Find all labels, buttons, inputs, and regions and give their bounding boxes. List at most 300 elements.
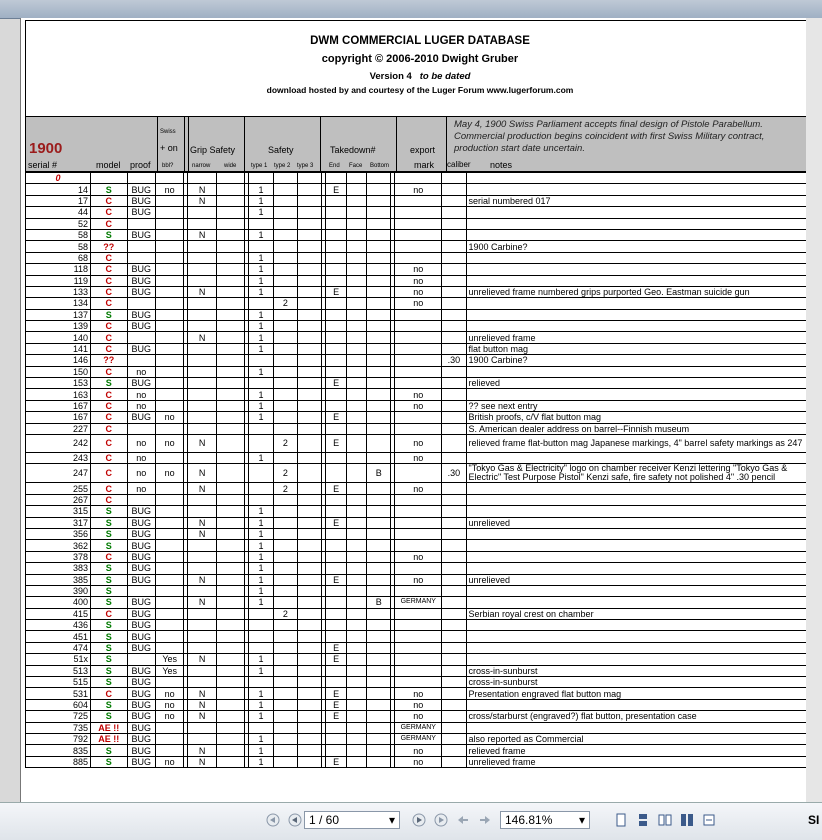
swiss-cell [155, 551, 183, 562]
bottom-cell [367, 620, 391, 631]
serial-cell: 604 [26, 699, 91, 710]
narrow-cell: N [188, 332, 216, 343]
export-cell [395, 207, 442, 218]
note-cell [466, 264, 815, 275]
end-cell [326, 389, 346, 400]
t2-cell [273, 722, 297, 733]
t1-cell [249, 631, 273, 642]
model-cell: S [90, 642, 127, 653]
export-cell: no [395, 699, 442, 710]
proof-cell: BUG [127, 608, 155, 619]
t2-cell [273, 631, 297, 642]
serial-cell: 378 [26, 551, 91, 562]
swiss-cell: no [155, 688, 183, 699]
face-cell [346, 699, 366, 710]
serial-cell: 14 [26, 184, 91, 195]
bottom-cell [367, 286, 391, 297]
t3-cell [298, 654, 322, 665]
t3-cell [298, 389, 322, 400]
t2-cell [273, 412, 297, 423]
next-page-icon[interactable] [412, 813, 426, 827]
wide-cell [216, 229, 244, 240]
wide-cell [216, 207, 244, 218]
proof-cell: BUG [127, 551, 155, 562]
swiss-cell [155, 173, 183, 184]
cal-cell [442, 528, 466, 539]
narrow-cell [188, 298, 216, 309]
wide-cell [216, 585, 244, 596]
wide-cell [216, 252, 244, 263]
export-cell: no [395, 264, 442, 275]
bottom-cell [367, 677, 391, 688]
bottom-cell [367, 252, 391, 263]
face-cell [346, 756, 366, 767]
serial-cell: 247 [26, 464, 91, 483]
t2-cell [273, 355, 297, 366]
end-cell [326, 563, 346, 574]
serial-cell: 58 [26, 241, 91, 252]
t1-cell: 1 [249, 321, 273, 332]
serial-cell: 167 [26, 400, 91, 411]
serial-cell: 385 [26, 574, 91, 585]
export-cell [395, 173, 442, 184]
end-cell [326, 321, 346, 332]
wide-cell [216, 733, 244, 744]
proof-cell: no [127, 434, 155, 452]
proof-cell: BUG [127, 195, 155, 206]
t3-cell [298, 195, 322, 206]
face-cell [346, 400, 366, 411]
proof-cell: BUG [127, 378, 155, 389]
model-cell: C [90, 275, 127, 286]
note-cell: also reported as Commercial [466, 733, 815, 744]
bottom-cell [367, 608, 391, 619]
note-cell [466, 620, 815, 631]
t1-cell: 1 [249, 286, 273, 297]
wide-cell [216, 286, 244, 297]
end-cell [326, 608, 346, 619]
continuous-view-icon[interactable] [636, 813, 650, 827]
t1-cell [249, 423, 273, 434]
t2-cell [273, 756, 297, 767]
face-cell [346, 665, 366, 676]
page-dropdown-icon[interactable]: ▾ [388, 813, 395, 827]
face-cell [346, 620, 366, 631]
t2-cell [273, 423, 297, 434]
face-cell [346, 733, 366, 744]
bottom-cell [367, 756, 391, 767]
table-row [26, 506, 815, 517]
cal-cell [442, 745, 466, 756]
export-cell: no [395, 400, 442, 411]
note-cell: cross/starburst (engraved?) flat button, presentation case [466, 711, 815, 722]
narrow-cell [188, 642, 216, 653]
export-cell [395, 517, 442, 528]
proof-cell: BUG [127, 756, 155, 767]
narrow-cell: N [188, 434, 216, 452]
serial-cell: 242 [26, 434, 91, 452]
t1-cell: 1 [249, 400, 273, 411]
page-number-field[interactable]: 1 / 60 ▾ [304, 811, 400, 829]
wide-cell [216, 184, 244, 195]
cal-cell [442, 517, 466, 528]
doc-title: DWM COMMERCIAL LUGER DATABASE [310, 35, 530, 47]
end-cell: E [326, 574, 346, 585]
bottom-cell [367, 506, 391, 517]
t1-cell: 1 [249, 517, 273, 528]
t1-cell [249, 722, 273, 733]
proof-cell [127, 332, 155, 343]
proof-cell: BUG [127, 207, 155, 218]
proof-cell [127, 173, 155, 184]
proof-cell: BUG [127, 264, 155, 275]
t3-cell [298, 631, 322, 642]
t3-cell [298, 275, 322, 286]
face-cell [346, 366, 366, 377]
single-page-view-icon[interactable] [614, 813, 628, 827]
swiss-cell [155, 585, 183, 596]
end-cell [326, 218, 346, 229]
t2-cell [273, 195, 297, 206]
model-cell: S [90, 654, 127, 665]
proof-cell: no [127, 464, 155, 483]
narrow-cell [188, 563, 216, 574]
note-cell [466, 642, 815, 653]
proof-cell: BUG [127, 309, 155, 320]
export-cell [395, 631, 442, 642]
wide-cell [216, 677, 244, 688]
proof-cell: BUG [127, 677, 155, 688]
serial-cell: 383 [26, 563, 91, 574]
end-cell [326, 677, 346, 688]
t3-cell [298, 585, 322, 596]
t2-cell: 2 [273, 434, 297, 452]
bottom-cell [367, 332, 391, 343]
t2-cell: 2 [273, 608, 297, 619]
end-cell [326, 452, 346, 463]
swiss-cell [155, 517, 183, 528]
serial-cell: 137 [26, 309, 91, 320]
t2-cell [273, 585, 297, 596]
narrow-cell: N [188, 286, 216, 297]
table-row [26, 597, 815, 608]
t2-cell [273, 745, 297, 756]
model-cell: S [90, 528, 127, 539]
swiss-cell [155, 378, 183, 389]
serial-cell: 515 [26, 677, 91, 688]
t1-cell: 1 [249, 229, 273, 240]
note-cell [466, 366, 815, 377]
model-cell: C [90, 688, 127, 699]
model-cell: ?? [90, 355, 127, 366]
model-cell: C [90, 343, 127, 354]
narrow-cell [188, 252, 216, 263]
last-page-icon[interactable] [434, 813, 448, 827]
t1-cell [249, 620, 273, 631]
model-cell: C [90, 483, 127, 494]
swiss-cell [155, 620, 183, 631]
serial-cell: 119 [26, 275, 91, 286]
t3-cell [298, 452, 322, 463]
t2-cell [273, 654, 297, 665]
proof-cell: BUG [127, 275, 155, 286]
end-cell: E [326, 688, 346, 699]
model-cell: S [90, 574, 127, 585]
t1-cell [249, 494, 273, 505]
table-row [26, 722, 815, 733]
column-header-band: 1900 May 4, 1900 Swiss Parliament accepts final design of Pistole Parabellum. Commercial production begins coincident with first Swiss Military contract, production start date uncertain. Swiss + on bbl? Grip Safety Safety Takedown# export serial # model proof narrow wide type 1 type 2 type 3 End Face Bottom mark caliber notes [25, 116, 815, 172]
forward-arrow-icon[interactable] [478, 813, 492, 827]
t1-cell: 1 [249, 585, 273, 596]
note-cell: unrelieved frame numbered grips purported Geo. Eastman suicide gun [466, 286, 815, 297]
proof-cell [127, 298, 155, 309]
face-cell [346, 309, 366, 320]
bottom-cell [367, 585, 391, 596]
t1-cell: 1 [249, 264, 273, 275]
proof-cell: BUG [127, 517, 155, 528]
cal-cell [442, 400, 466, 411]
t2-cell [273, 506, 297, 517]
cal-cell [442, 654, 466, 665]
swiss-cell [155, 264, 183, 275]
bottom-cell [367, 275, 391, 286]
cal-cell [442, 711, 466, 722]
t3-cell [298, 597, 322, 608]
wide-cell [216, 321, 244, 332]
face-cell [346, 173, 366, 184]
swiss-cell: no [155, 711, 183, 722]
end-cell [326, 745, 346, 756]
note-cell: unrelieved frame [466, 332, 815, 343]
cal-cell [442, 298, 466, 309]
swiss-cell [155, 494, 183, 505]
t3-cell [298, 745, 322, 756]
note-cell: S. American dealer address on barrel--Finnish museum [466, 423, 815, 434]
model-cell: C [90, 298, 127, 309]
t3-cell [298, 378, 322, 389]
wide-cell [216, 540, 244, 551]
model-cell: AE !! [90, 733, 127, 744]
table-row [26, 389, 815, 400]
cal-cell [442, 551, 466, 562]
proof-cell: BUG [127, 563, 155, 574]
table-row [26, 677, 815, 688]
note-cell: 1900 Carbine? [466, 355, 815, 366]
end-cell [326, 332, 346, 343]
table-row [26, 563, 815, 574]
end-cell [326, 722, 346, 733]
t1-cell: 1 [249, 688, 273, 699]
year-label: 1900 [29, 140, 63, 157]
t2-cell [273, 677, 297, 688]
wide-cell [216, 389, 244, 400]
cal-cell [442, 229, 466, 240]
end-cell [326, 597, 346, 608]
face-cell [346, 332, 366, 343]
model-cell: C [90, 400, 127, 411]
cal-cell [442, 366, 466, 377]
end-cell [326, 540, 346, 551]
first-page-icon[interactable] [266, 813, 280, 827]
note-cell: "Tokyo Gas & Electricity" logo on chamber receiver Kenzi lettering "Tokyo Gas & Electric" Test Purpose Pistol" Kenzi safe, fire safety not polished 4" .30 pencil [466, 464, 815, 483]
face-cell [346, 494, 366, 505]
export-cell: no [395, 711, 442, 722]
note-cell [466, 252, 815, 263]
prev-page-icon[interactable] [288, 813, 302, 827]
serial-cell: 141 [26, 343, 91, 354]
fit-page-icon[interactable] [702, 813, 716, 827]
export-cell [395, 642, 442, 653]
proof-cell [127, 654, 155, 665]
export-cell [395, 585, 442, 596]
swiss-cell [155, 452, 183, 463]
swiss-cell [155, 642, 183, 653]
face-cell [346, 608, 366, 619]
wide-cell [216, 366, 244, 377]
face-cell [346, 517, 366, 528]
bottom-cell [367, 711, 391, 722]
note-cell [466, 309, 815, 320]
narrow-cell [188, 309, 216, 320]
table-row [26, 528, 815, 539]
cal-cell [442, 252, 466, 263]
cal-cell [442, 378, 466, 389]
zoom-field[interactable]: 146.81% ▾ [500, 811, 590, 829]
wide-cell [216, 494, 244, 505]
model-cell: C [90, 195, 127, 206]
note-cell [466, 389, 815, 400]
face-cell [346, 207, 366, 218]
t1-cell [249, 608, 273, 619]
export-cell: no [395, 745, 442, 756]
table-row [26, 355, 815, 366]
face-cell [346, 464, 366, 483]
swiss-cell [155, 423, 183, 434]
t1-cell: 1 [249, 540, 273, 551]
model-cell: C [90, 389, 127, 400]
table-row [26, 494, 815, 505]
toolbar-right-label[interactable]: SI [808, 813, 820, 827]
swiss-cell [155, 528, 183, 539]
narrow-cell: N [188, 699, 216, 710]
t3-cell [298, 677, 322, 688]
cal-cell [442, 563, 466, 574]
end-cell [326, 528, 346, 539]
narrow-cell: N [188, 483, 216, 494]
face-cell [346, 412, 366, 423]
end-cell: E [326, 434, 346, 452]
table-row [26, 631, 815, 642]
bottom-cell [367, 574, 391, 585]
end-cell [326, 207, 346, 218]
t3-cell [298, 173, 322, 184]
export-cell [395, 608, 442, 619]
serial-cell: 52 [26, 218, 91, 229]
two-page-view-icon[interactable] [658, 813, 672, 827]
note-cell: Presentation engraved flat button mag [466, 688, 815, 699]
wide-cell [216, 654, 244, 665]
cal-cell [442, 540, 466, 551]
proof-cell: BUG [127, 229, 155, 240]
export-cell: no [395, 389, 442, 400]
t3-cell [298, 400, 322, 411]
cal-cell [442, 184, 466, 195]
wide-cell [216, 483, 244, 494]
note-cell [466, 218, 815, 229]
export-cell: no [395, 483, 442, 494]
swiss-cell [155, 366, 183, 377]
wide-cell [216, 745, 244, 756]
wide-cell [216, 756, 244, 767]
cal-cell [442, 275, 466, 286]
table-row [26, 173, 815, 184]
end-cell [326, 631, 346, 642]
narrow-cell [188, 378, 216, 389]
proof-cell [127, 423, 155, 434]
export-cell [395, 563, 442, 574]
proof-cell: BUG [127, 343, 155, 354]
export-cell: no [395, 434, 442, 452]
t2-cell [273, 711, 297, 722]
wide-cell [216, 332, 244, 343]
t3-cell [298, 332, 322, 343]
export-cell [395, 677, 442, 688]
cal-cell [442, 642, 466, 653]
serial-cell: 167 [26, 412, 91, 423]
model-cell: S [90, 756, 127, 767]
bottom-cell [367, 642, 391, 653]
serial-cell: 415 [26, 608, 91, 619]
table-row [26, 551, 815, 562]
end-cell [326, 400, 346, 411]
serial-cell: 451 [26, 631, 91, 642]
t3-cell [298, 494, 322, 505]
face-cell [346, 423, 366, 434]
t3-cell [298, 286, 322, 297]
t2-cell [273, 597, 297, 608]
swiss-cell [155, 677, 183, 688]
proof-cell: BUG [127, 642, 155, 653]
zoom-dropdown-icon[interactable]: ▾ [578, 813, 585, 827]
swiss-cell [155, 252, 183, 263]
t2-cell [273, 540, 297, 551]
export-cell [395, 665, 442, 676]
t3-cell [298, 412, 322, 423]
swiss-cell [155, 574, 183, 585]
end-cell: E [326, 711, 346, 722]
proof-cell: BUG [127, 722, 155, 733]
vertical-scrollbar[interactable] [806, 18, 822, 802]
bottom-cell [367, 654, 391, 665]
t1-cell: 1 [249, 452, 273, 463]
two-page-continuous-icon[interactable] [680, 813, 694, 827]
note-cell [466, 597, 815, 608]
t3-cell [298, 434, 322, 452]
face-cell [346, 540, 366, 551]
narrow-cell [188, 366, 216, 377]
swiss-cell: no [155, 756, 183, 767]
t2-cell [273, 366, 297, 377]
cal-cell [442, 218, 466, 229]
t2-cell: 2 [273, 298, 297, 309]
proof-cell: no [127, 366, 155, 377]
back-arrow-icon[interactable] [456, 813, 470, 827]
end-cell [326, 173, 346, 184]
bottom-cell [367, 264, 391, 275]
model-cell: C [90, 608, 127, 619]
face-cell [346, 506, 366, 517]
swiss-cell: no [155, 464, 183, 483]
